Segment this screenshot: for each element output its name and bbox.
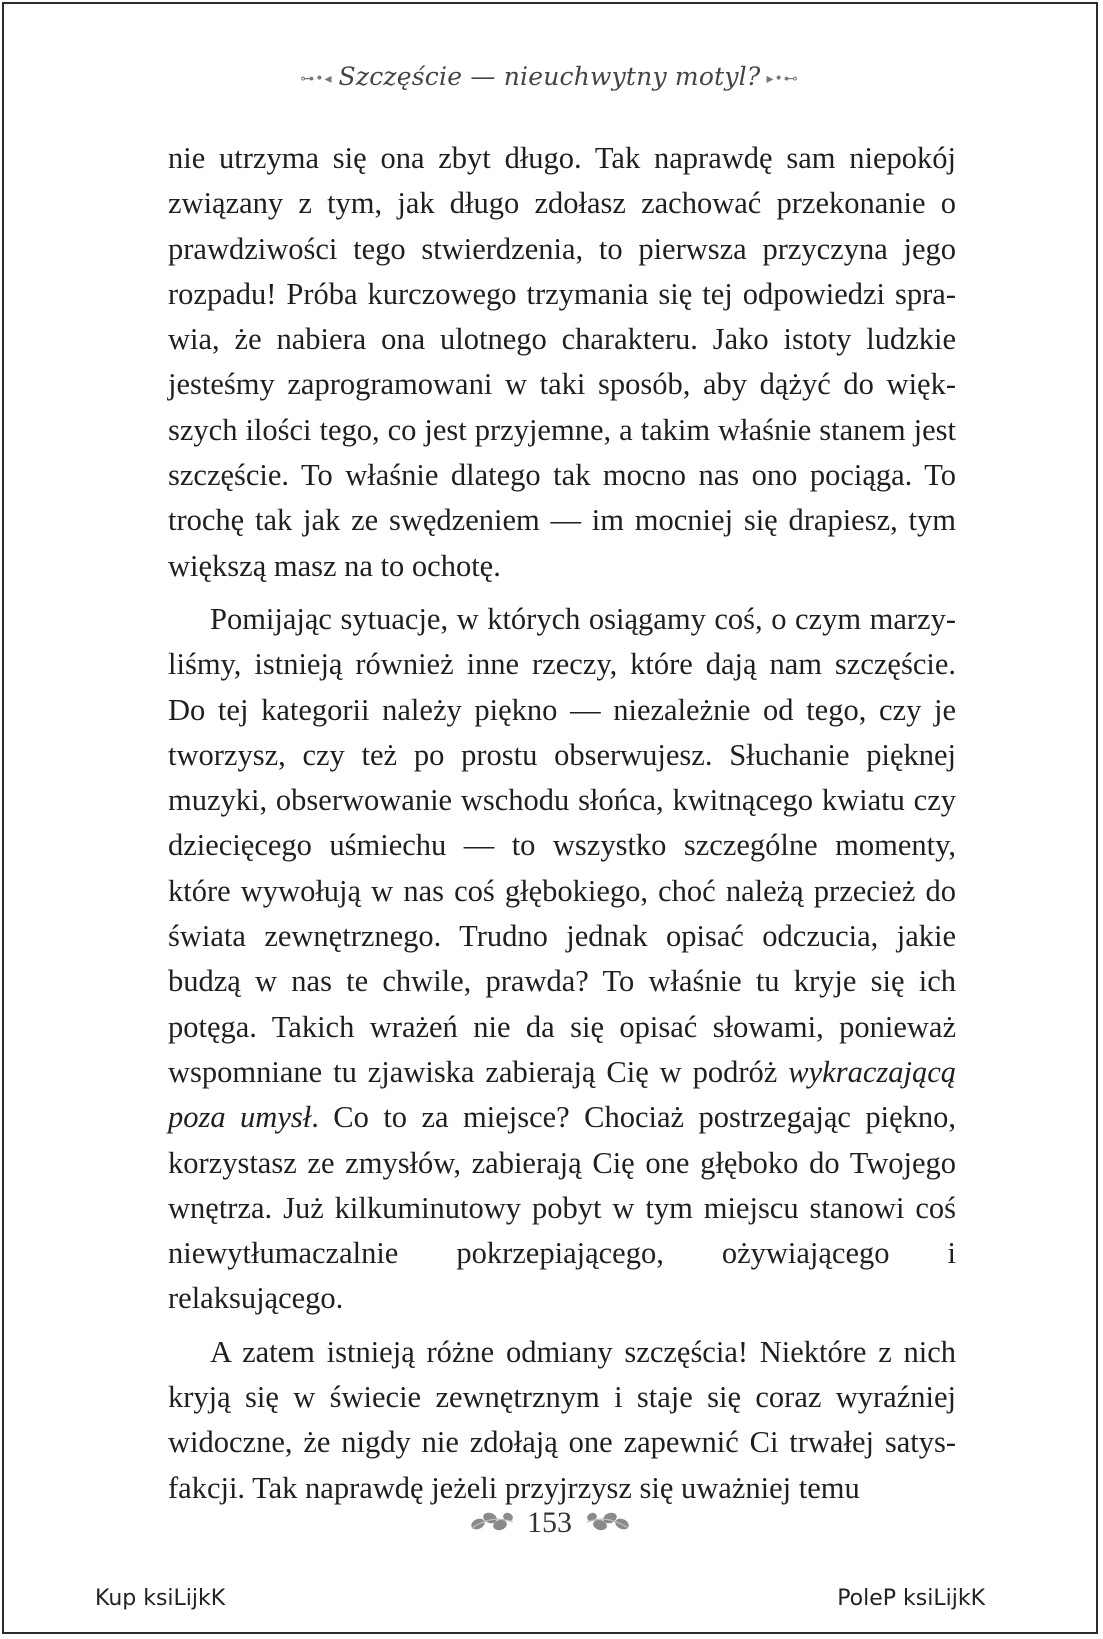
running-header — [0, 62, 1099, 91]
paragraph-2 — [168, 597, 956, 1322]
leaf-ornament-right-icon — [586, 1508, 630, 1542]
paragraph-1: nie utrzyma się ona zbyt długo. Tak naprawdę sam niepokój związany z tym, jak długo zdołasz zachować przekonanie o prawdziwości tego stwierdzenia, to pierwsza przyczyna jego rozpadu! Próba kurczowego trzymania się tej odpowiedzi sprawia, że nabiera ona ulotnego charakteru. Jako istoty ludzkie jesteśmy zaprogramowani w taki sposób, aby dążyć do większych ilości tego, co jest przyjemne, a takim właśnie stanem jest szczęście. To właśnie dlatego tak mocno nas ono pociąga. To trochę tak jak ze swędzeniem — im mocniej się drapiesz, tym większą masz na to ochotę. — [168, 141, 956, 583]
recommend-book-link[interactable]: PoleP ksiLĳkK — [837, 1586, 985, 1611]
paragraph-2-text-b: . Co to za miejsce? Chociaż postrzegając piękno, korzystasz ze zmysłów, zabierają Cię one głęboko do Twojego wnętrza. Już kilkuminutowy pobyt w tym miejscu stanowi coś niewytłumaczalnie pokrzepiającego, ożywiającego i relaksującego. — [168, 1100, 956, 1316]
paragraph-3: A zatem istnieją różne odmiany szczęścia! Niektóre z nich kryją się w świecie zewnętrznym i staje się coraz wyraźniej widoczne, że nigdy nie zdołają one zapewnić Ci trwałej satysfakcji. Tak naprawdę jeżeli przyjrzysz się uważniej temu — [168, 1334, 956, 1505]
buy-book-link[interactable]: Kup ksiLĳkK — [95, 1586, 226, 1611]
leaf-ornament-left-icon — [470, 1508, 514, 1542]
header-ornament-right: ▸•⊷ — [766, 70, 799, 87]
header-ornament-left: ⊶•◂ — [300, 70, 333, 87]
paragraph-2-text-a: Pomijając sytuacje, w których osiągamy coś, o czym marzyliśmy, istnieją również inne rzeczy, które dają nam szczęście. Do tej kategorii należy piękno — niezależnie od tego, czy je tworzysz, czy też po prostu obserwujesz. Słuchanie pięknej muzyki, obserwowanie wschodu słońca, kwitnącego kwiatu czy dziecięcego uśmiechu — to wszystko szczególne momenty, które wywołują w nas coś głębokiego, choć należą przecież do świata zewnętrznego. Trudno jednak opisać odczucia, jakie budzą w nas te chwile, prawda? To właśnie tu kryje się ich potęga. Takich wrażeń nie da się opisać słowami, ponieważ wspomniane tu zjawiska zabierają Cię w podróż — [168, 601, 956, 1089]
paragraph-2-italic: wykraczającą poza umysł — [168, 1054, 956, 1135]
body-text — [168, 136, 956, 1519]
running-title: Szczęście — nieuchwytny motyl? — [338, 62, 761, 91]
page-number: 153 — [527, 1506, 572, 1539]
page-folio — [0, 1506, 1099, 1542]
